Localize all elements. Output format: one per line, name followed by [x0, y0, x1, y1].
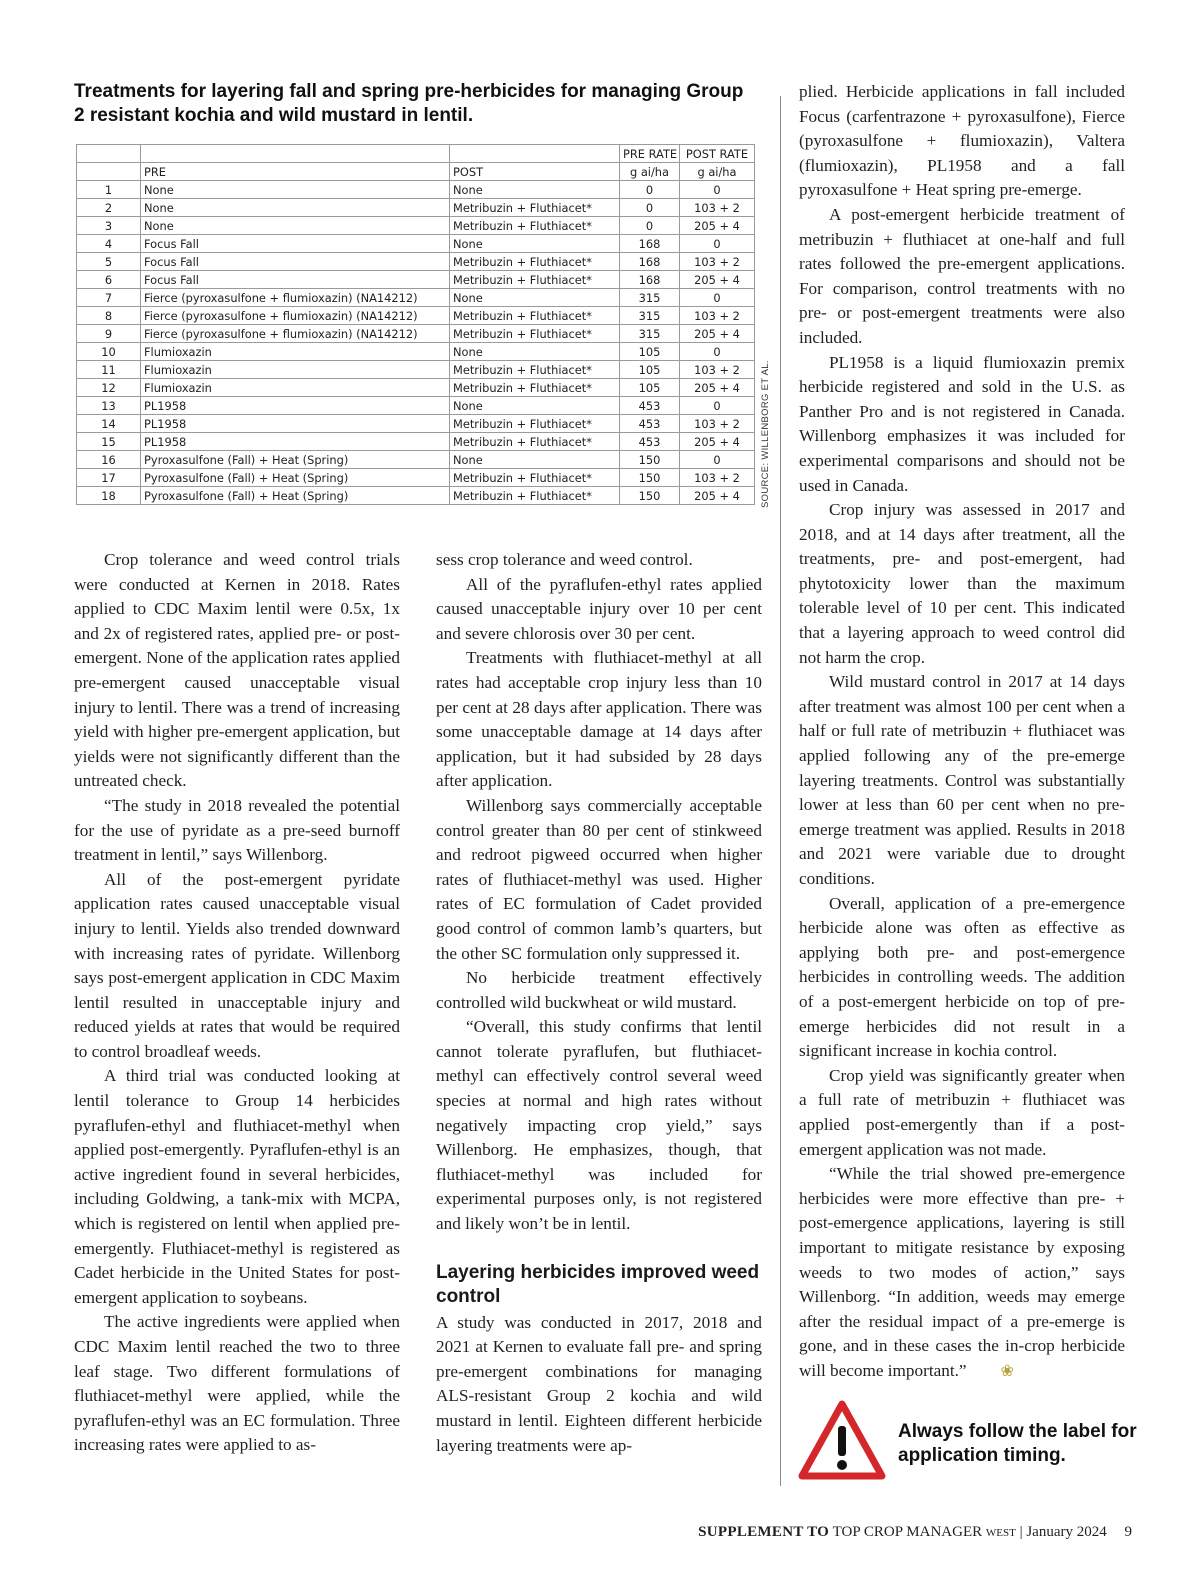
page-footer: SUPPLEMENT TO TOP CROP MANAGER WEST | January 2024 9: [698, 1524, 1132, 1540]
paragraph: All of the pyraflufen-ethyl rates applied caused unacceptable injury over 10 per cent and severe chlorosis over 30 per cent.: [436, 574, 762, 643]
post-rate-cell: 103 + 2: [680, 307, 755, 325]
row-number: 8: [77, 307, 141, 325]
post-rate-cell: 205 + 4: [680, 325, 755, 343]
footer-date: January 2024: [1026, 1524, 1107, 1540]
paragraph: “While the trial showed pre-emergence herbicides were more effective than pre- + post-emergence applications, layering is still important to mitigate resistance by exposing weeds to two modes of action,” says Willenborg. “In addition, weeds may emerge after the residual impact of a pre-emerge is gone, and in these cases the in-crop herbicide will become important.” ❀: [799, 1162, 1125, 1384]
post-cell: Metribuzin + Fluthiacet*: [450, 415, 620, 433]
post-rate-cell: 103 + 2: [680, 361, 755, 379]
pre-rate-cell: 105: [620, 343, 680, 361]
page-number: 9: [1124, 1524, 1132, 1540]
row-number: 2: [77, 199, 141, 217]
post-rate-cell: 103 + 2: [680, 469, 755, 487]
pre-header: PRE: [141, 163, 450, 181]
table-row: [77, 181, 755, 199]
pre-rate-cell: 168: [620, 253, 680, 271]
table-caption: Treatments for layering fall and spring pre-herbicides for managing Group 2 resistant kochia and wild mustard in lentil.: [74, 81, 744, 126]
paragraph: Overall, application of a pre-emergence herbicide alone was often as effective as applying both pre- and post-emergence herbicides in controlling weeds. The addition of a post-emergent herbicide on top of pre-emerge herbicides did not result in a significant increase in kochia control.: [799, 893, 1125, 1061]
post-cell: None: [450, 451, 620, 469]
post-rate-cell: 0: [680, 289, 755, 307]
table-row: [77, 289, 755, 307]
pre-cell: Pyroxasulfone (Fall) + Heat (Spring): [141, 487, 450, 505]
post-cell: Metribuzin + Fluthiacet*: [450, 307, 620, 325]
pre-rate-cell: 0: [620, 217, 680, 235]
paragraph: “The study in 2018 revealed the potential for the use of pyridate as a pre-seed burnoff treatment in lentil,” says Willenborg.: [74, 795, 400, 865]
row-number: 4: [77, 235, 141, 253]
post-cell: None: [450, 343, 620, 361]
row-number: 16: [77, 451, 141, 469]
pre-rate-header: PRE RATE: [620, 145, 680, 163]
post-cell: Metribuzin + Fluthiacet*: [450, 199, 620, 217]
row-number: 3: [77, 217, 141, 235]
pre-rate-cell: 315: [620, 325, 680, 343]
pre-cell: Focus Fall: [141, 235, 450, 253]
post-cell: None: [450, 235, 620, 253]
row-number: 11: [77, 361, 141, 379]
post-rate-cell: 205 + 4: [680, 433, 755, 451]
row-number: 10: [77, 343, 141, 361]
label-callout: [798, 1398, 1138, 1482]
pre-cell: Flumioxazin: [141, 343, 450, 361]
table-row: [77, 361, 755, 379]
post-rate-cell: 103 + 2: [680, 415, 755, 433]
table-row: [77, 379, 755, 397]
row-number: 15: [77, 433, 141, 451]
paragraph: Wild mustard control in 2017 at 14 days after treatment was almost 100 per cent when a half or full rate of metribuzin + fluthiacet was applied following any of the pre-emerge layering treatments. Control was substantially lower at less than 60 per cent when no pre-emerge treatment was applied. Results in 2018 and 2021 were variable due to drought conditions.: [799, 672, 1125, 888]
pre-rate-cell: 453: [620, 415, 680, 433]
post-cell: Metribuzin + Fluthiacet*: [450, 361, 620, 379]
pre-cell: PL1958: [141, 415, 450, 433]
pre-rate-cell: 150: [620, 451, 680, 469]
table-row: [77, 217, 755, 235]
post-rate-cell: 0: [680, 235, 755, 253]
post-cell: Metribuzin + Fluthiacet*: [450, 217, 620, 235]
article-column-1: [74, 548, 400, 1458]
pre-rate-cell: 168: [620, 235, 680, 253]
post-rate-cell: 0: [680, 181, 755, 199]
post-rate-cell: 205 + 4: [680, 487, 755, 505]
row-number: 5: [77, 253, 141, 271]
pre-cell: Pyroxasulfone (Fall) + Heat (Spring): [141, 451, 450, 469]
source-credit: SOURCE: WILLENBORG ET AL.: [760, 360, 771, 508]
row-number: 6: [77, 271, 141, 289]
row-number: 13: [77, 397, 141, 415]
table-row: [77, 271, 755, 289]
paragraph: Willenborg says commercially acceptable control greater than 80 per cent of stinkweed and redroot pigweed occurred when higher rates of fluthiacet-methyl was used. Higher rates of EC formulation of Cadet provided good control of common lamb’s quarters, but the other SC formulation only suppressed it.: [436, 795, 762, 963]
pre-rate-cell: 150: [620, 469, 680, 487]
post-rate-cell: 205 + 4: [680, 379, 755, 397]
paragraph: Crop yield was significantly greater when a full rate of metribuzin + fluthiacet was applied post-emergently than if a post-emergent application was not made.: [799, 1065, 1125, 1159]
table-row: [77, 325, 755, 343]
table-row: [77, 433, 755, 451]
post-cell: None: [450, 397, 620, 415]
section-subhead: Layering herbicides improved weed control: [436, 1261, 760, 1307]
treatments-table-figure: [76, 144, 754, 512]
pre-cell: PL1958: [141, 397, 450, 415]
article-column-2: [436, 548, 762, 1458]
post-rate-cell: 205 + 4: [680, 271, 755, 289]
pre-rate-cell: 315: [620, 289, 680, 307]
row-number: 17: [77, 469, 141, 487]
table-row: [77, 199, 755, 217]
table-row: [77, 469, 755, 487]
pre-cell: Fierce (pyroxasulfone + flumioxazin) (NA14212): [141, 307, 450, 325]
footer-supplement: SUPPLEMENT TO: [698, 1524, 830, 1540]
column-divider: [780, 96, 781, 1486]
pre-unit-header: g ai/ha: [620, 163, 680, 181]
post-cell: Metribuzin + Fluthiacet*: [450, 271, 620, 289]
paragraph: Crop tolerance and weed control trials were conducted at Kernen in 2018. Rates applied to CDC Maxim lentil were 0.5x, 1x and 2x of registered rates, applied pre- or post-emergent. None of the application rates applied pre-emergent caused unacceptable visual injury to lentil. There was a trend of increasing yield with higher pre-emergent application, but yields were not significantly different than the untreated check.: [74, 550, 400, 791]
post-rate-cell: 0: [680, 397, 755, 415]
post-unit-header: g ai/ha: [680, 163, 755, 181]
table-row: [77, 343, 755, 361]
pre-cell: Pyroxasulfone (Fall) + Heat (Spring): [141, 469, 450, 487]
pre-rate-cell: 105: [620, 361, 680, 379]
pre-rate-cell: 315: [620, 307, 680, 325]
table-row: [77, 235, 755, 253]
pre-rate-cell: 105: [620, 379, 680, 397]
row-number: 14: [77, 415, 141, 433]
post-header: POST: [450, 163, 620, 181]
paragraph: A third trial was conducted looking at lentil tolerance to Group 14 herbicides pyraflufen-ethyl and fluthiacet-methyl when applied post-emergently. Pyraflufen-ethyl is an active ingredient found in several herbicides, including Goldwing, a tank-mix with MCPA, which is registered on lentil when applied pre-emergently. Fluthiacet-methyl is registered as Cadet herbicide in the United States for post-emergent application to soybeans.: [74, 1066, 400, 1307]
table-header-row: [77, 145, 755, 163]
pre-cell: Flumioxazin: [141, 379, 450, 397]
paragraph: The active ingredients were applied when CDC Maxim lentil reached the two to three leaf stage. Two different formulations of fluthiacet-methyl were applied, while the pyraflufen-ethyl was an EC formulation. Three increasing rates were applied to as-: [74, 1312, 400, 1455]
row-number: 9: [77, 325, 141, 343]
row-number: 1: [77, 181, 141, 199]
footer-publication: TOP CROP MANAGER: [832, 1524, 983, 1540]
treatments-table: [76, 144, 755, 505]
paragraph: No herbicide treatment effectively controlled wild buckwheat or wild mustard.: [436, 968, 762, 1012]
paragraph: PL1958 is a liquid flumioxazin premix herbicide registered and sold in the U.S. as Panther Pro and is not registered in Canada. Willenborg emphasizes it was included for experimental comparisons and should not be used in Canada.: [799, 352, 1125, 495]
paragraph: All of the post-emergent pyridate application rates caused unacceptable visual injury to lentil. Yields also trended downward with increasing rates of pyridate. Willenborg says post-emergent application in CDC Maxim lentil resulted in unacceptable injury and reduced yields at rates that would be required to control broadleaf weeds.: [74, 869, 400, 1061]
post-cell: Metribuzin + Fluthiacet*: [450, 433, 620, 451]
post-cell: None: [450, 289, 620, 307]
pre-cell: None: [141, 181, 450, 199]
post-rate-cell: 0: [680, 343, 755, 361]
post-cell: Metribuzin + Fluthiacet*: [450, 469, 620, 487]
pre-rate-cell: 0: [620, 199, 680, 217]
row-number: 12: [77, 379, 141, 397]
row-number: 7: [77, 289, 141, 307]
warning-triangle-icon: [798, 1400, 886, 1480]
table-row: [77, 253, 755, 271]
post-rate-cell: 0: [680, 451, 755, 469]
pre-rate-cell: 453: [620, 433, 680, 451]
table-header-row: [77, 163, 755, 181]
paragraph: plied. Herbicide applications in fall included Focus (carfentrazone + pyroxasulfone), Fierce (pyroxasulfone + flumioxazin), Valtera (flumioxazin), PL1958 and a fall pyroxasulfone + Heat spring pre-emerge.: [799, 82, 1125, 200]
paragraph: A study was conducted in 2017, 2018 and 2021 at Kernen to evaluate fall pre- and spring pre-emergent combinations for managing ALS-resistant Group 2 kochia and wild mustard in lentil. Eighteen different herbicide layering treatments were ap-: [436, 1312, 762, 1455]
pre-rate-cell: 150: [620, 487, 680, 505]
table-row: [77, 487, 755, 505]
pre-cell: Focus Fall: [141, 271, 450, 289]
post-rate-cell: 103 + 2: [680, 253, 755, 271]
pre-cell: Flumioxazin: [141, 361, 450, 379]
paragraph: sess crop tolerance and weed control.: [436, 550, 693, 569]
row-number: 18: [77, 487, 141, 505]
post-cell: Metribuzin + Fluthiacet*: [450, 379, 620, 397]
paragraph: Crop injury was assessed in 2017 and 2018, and at 14 days after treatment, all the treatments, pre- and post-emergent, had phytotoxicity lower than the maximum tolerable level of 10 per cent. This indicated that a layering approach to weed control did not harm the crop.: [799, 500, 1125, 667]
pre-cell: PL1958: [141, 433, 450, 451]
pre-cell: Fierce (pyroxasulfone + flumioxazin) (NA14212): [141, 325, 450, 343]
post-cell: Metribuzin + Fluthiacet*: [450, 325, 620, 343]
post-cell: Metribuzin + Fluthiacet*: [450, 253, 620, 271]
paragraph: A post-emergent herbicide treatment of metribuzin + fluthiacet at one-half and full rates followed the pre-emergent applications. For comparison, control treatments with no pre- or post-emergent treatments were also included.: [799, 204, 1125, 347]
post-rate-cell: 205 + 4: [680, 217, 755, 235]
pre-rate-cell: 168: [620, 271, 680, 289]
post-cell: None: [450, 181, 620, 199]
table-row: [77, 397, 755, 415]
callout-text: Always follow the label for application timing.: [898, 1421, 1137, 1466]
post-rate-cell: 103 + 2: [680, 199, 755, 217]
pre-cell: None: [141, 217, 450, 235]
table-row: [77, 451, 755, 469]
article-column-3: [799, 80, 1125, 1384]
post-rate-header: POST RATE: [680, 145, 755, 163]
pre-rate-cell: 453: [620, 397, 680, 415]
leaf-end-icon: ❀: [1000, 1362, 1014, 1380]
pre-cell: Focus Fall: [141, 253, 450, 271]
pre-rate-cell: 0: [620, 181, 680, 199]
paragraph: “Overall, this study confirms that lentil cannot tolerate pyraflufen, but fluthiacet-methyl can effectively control several weed species at normal and high rates without negatively impacting crop yield,” says Willenborg. He emphasizes, though, that fluthiacet-methyl was included for experimental purposes only, is not registered and likely won’t be in lentil.: [436, 1017, 762, 1234]
pre-cell: None: [141, 199, 450, 217]
table-row: [77, 415, 755, 433]
footer-edition: WEST: [985, 1527, 1016, 1539]
paragraph: Treatments with fluthiacet-methyl at all rates had acceptable crop injury less than 10 per cent at 28 days after application. There was some unacceptable damage at 14 days after application, but it had subsided by 28 days after application.: [436, 648, 762, 791]
pre-cell: Fierce (pyroxasulfone + flumioxazin) (NA14212): [141, 289, 450, 307]
table-row: [77, 307, 755, 325]
post-cell: Metribuzin + Fluthiacet*: [450, 487, 620, 505]
